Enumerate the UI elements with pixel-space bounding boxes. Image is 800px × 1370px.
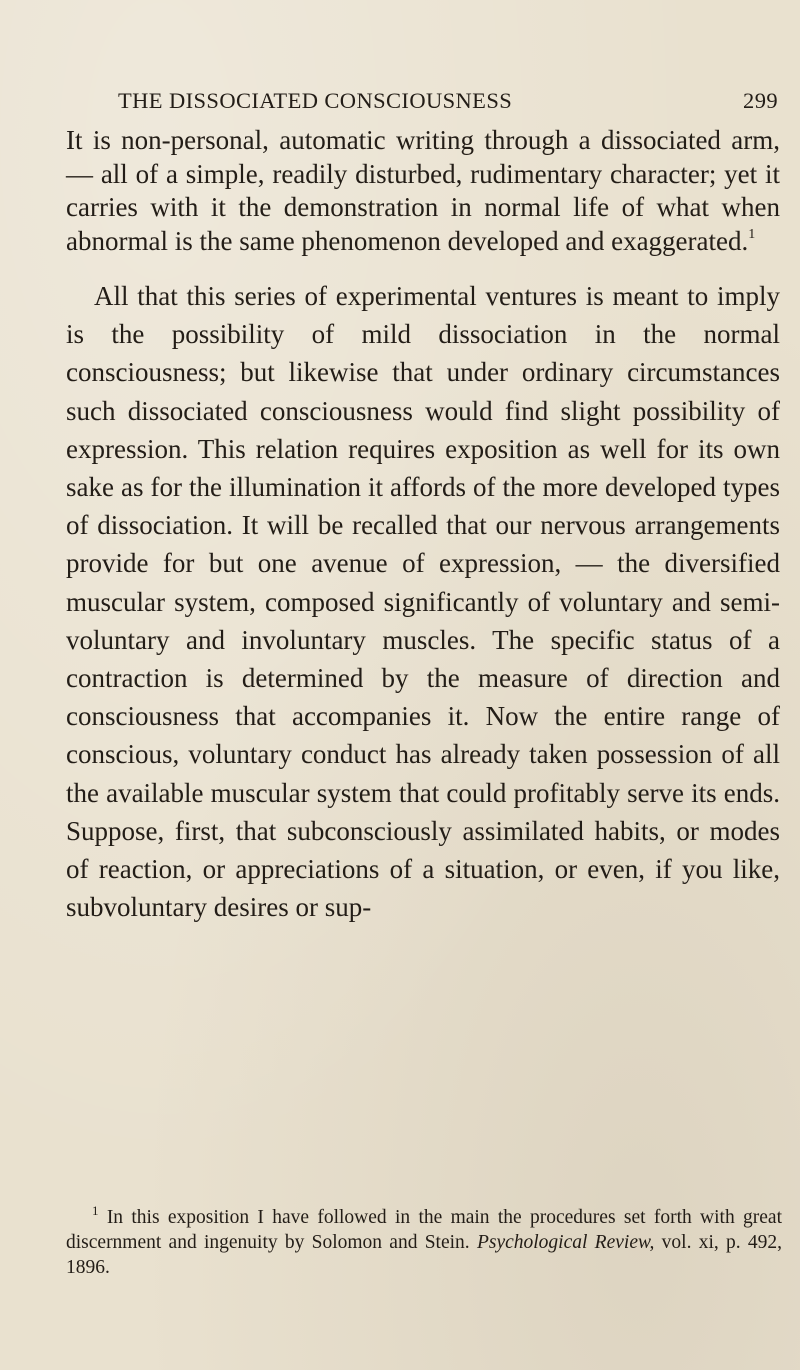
page-number: 299 [743,88,778,113]
paragraph-continuation [66,124,780,258]
paragraph-2-text: All that this series of experimental ventures is meant to imply is the possibility of mild dissociation in the normal consciousness; but likewise that under ordinary circumstances such dissociated consciousness would find slight possibility of expression. This relation requires exposition as well for its own sake as for the illumination it affords of the more developed types of dissociation. It will be recalled that our nervous arrangements provide for but one avenue of expression, — the diversified muscular system, composed significantly of voluntary and semi-voluntary and involuntary muscles. The specific status of a contraction is determined by the measure of direction and consciousness that accompanies it. Now the entire range of conscious, voluntary conduct has already taken possession of all the available muscular system that could profitably serve its ends. Suppose, first, that subconsciously assimilated habits, or modes of reaction, or appreciations of a situation, or even, if you like, subvoluntary desires or sup- [66,281,780,923]
paragraph-main [66,277,780,926]
footnote-text-before: In this exposition I have followed in the main the procedures set forth with great discernment and ingenuity by Solomon and Stein. [66,1207,782,1253]
running-head-title: THE DISSOCIATED CONSCIOUSNESS [118,88,513,113]
footnote-text-after: vol. xi, p. 492, 1896. [66,1232,783,1278]
footnote [66,1205,782,1280]
footnote-marker: 1 [92,1203,99,1218]
paragraph-1-text: It is non-personal, automatic writing through a dissociated arm, — all of a simple, readily disturbed, rudimentary character; yet it carries with it the demonstration in normal life of what when abnormal is the same phenomenon developed and exaggerated. [66,125,780,256]
footnote-journal-title: Psychological Review, [476,1232,655,1253]
footnote-reference: 1 [748,226,756,242]
running-head [118,88,778,116]
